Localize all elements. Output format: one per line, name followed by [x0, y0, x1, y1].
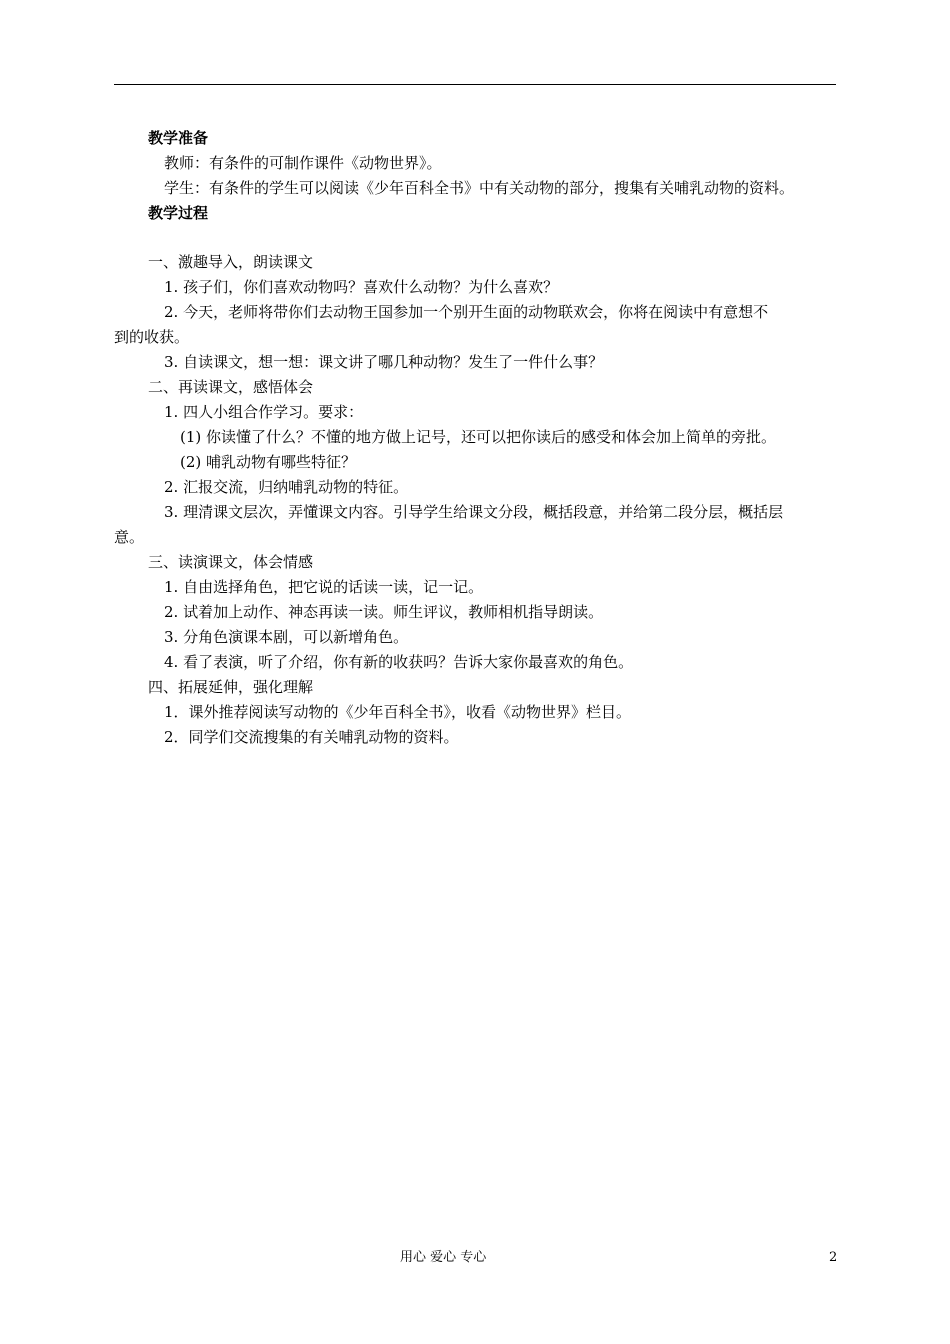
section-3-item-4: 4. 看了表演，听了介绍，你有新的收获吗？告诉大家你最喜欢的角色。 — [164, 653, 634, 671]
section-1-item-2: 2. 今天，老师将带你们去动物王国参加一个别开生面的动物联欢会，你将在阅读中有意想不 — [164, 303, 769, 321]
section-1-item-2-continued: 到的收获。 — [114, 328, 190, 346]
header-rule — [114, 84, 836, 85]
prep-teacher: 教师：有条件的可制作课件《动物世界》。 — [164, 154, 442, 172]
section-2-subitem-2: (2) 哺乳动物有哪些特征？ — [180, 453, 357, 471]
section-3-item-3: 3. 分角色演课本剧，可以新增角色。 — [164, 628, 409, 646]
section-3-item-2: 2. 试着加上动作、神态再读一读。师生评议，教师相机指导朗读。 — [164, 603, 604, 621]
section-3-title: 三、读演课文，体会情感 — [148, 553, 314, 571]
section-2-title: 二、再读课文，感悟体会 — [148, 378, 314, 396]
section-4-title: 四、拓展延伸，强化理解 — [148, 678, 314, 696]
section-2-subitem-1: (1) 你读懂了什么？不懂的地方做上记号，还可以把你读后的感受和体会加上简单的旁批。 — [180, 428, 777, 446]
heading-teaching-process: 教学过程 — [148, 204, 209, 222]
section-2-item-3: 3. 理清课文层次，弄懂课文内容。引导学生给课文分段，概括段意，并给第二段分层，概括层 — [164, 503, 784, 521]
section-3-item-1: 1. 自由选择角色，把它说的话读一读，记一记。 — [164, 578, 484, 596]
section-2-item-3-continued: 意。 — [114, 528, 145, 546]
page-number: 2 — [829, 1250, 838, 1265]
section-4-item-2: 2．同学们交流搜集的有关哺乳动物的资料。 — [164, 728, 459, 746]
prep-student: 学生：有条件的学生可以阅读《少年百科全书》中有关动物的部分，搜集有关哺乳动物的资料。 — [164, 179, 795, 197]
section-1-item-1: 1. 孩子们，你们喜欢动物吗？喜欢什么动物？为什么喜欢？ — [164, 278, 559, 296]
heading-teaching-preparation: 教学准备 — [148, 129, 209, 147]
section-1-title: 一、激趣导入，朗读课文 — [148, 253, 314, 271]
footer-motto: 用心 爱心 专心 — [400, 1250, 487, 1265]
section-1-item-3: 3. 自读课文，想一想：课文讲了哪几种动物？发生了一件什么事？ — [164, 353, 604, 371]
section-2-item-1: 1. 四人小组合作学习。要求： — [164, 403, 364, 421]
section-2-item-2: 2. 汇报交流，归纳哺乳动物的特征。 — [164, 478, 409, 496]
section-4-item-1: 1．课外推荐阅读写动物的《少年百科全书》，收看《动物世界》栏目。 — [164, 703, 632, 721]
